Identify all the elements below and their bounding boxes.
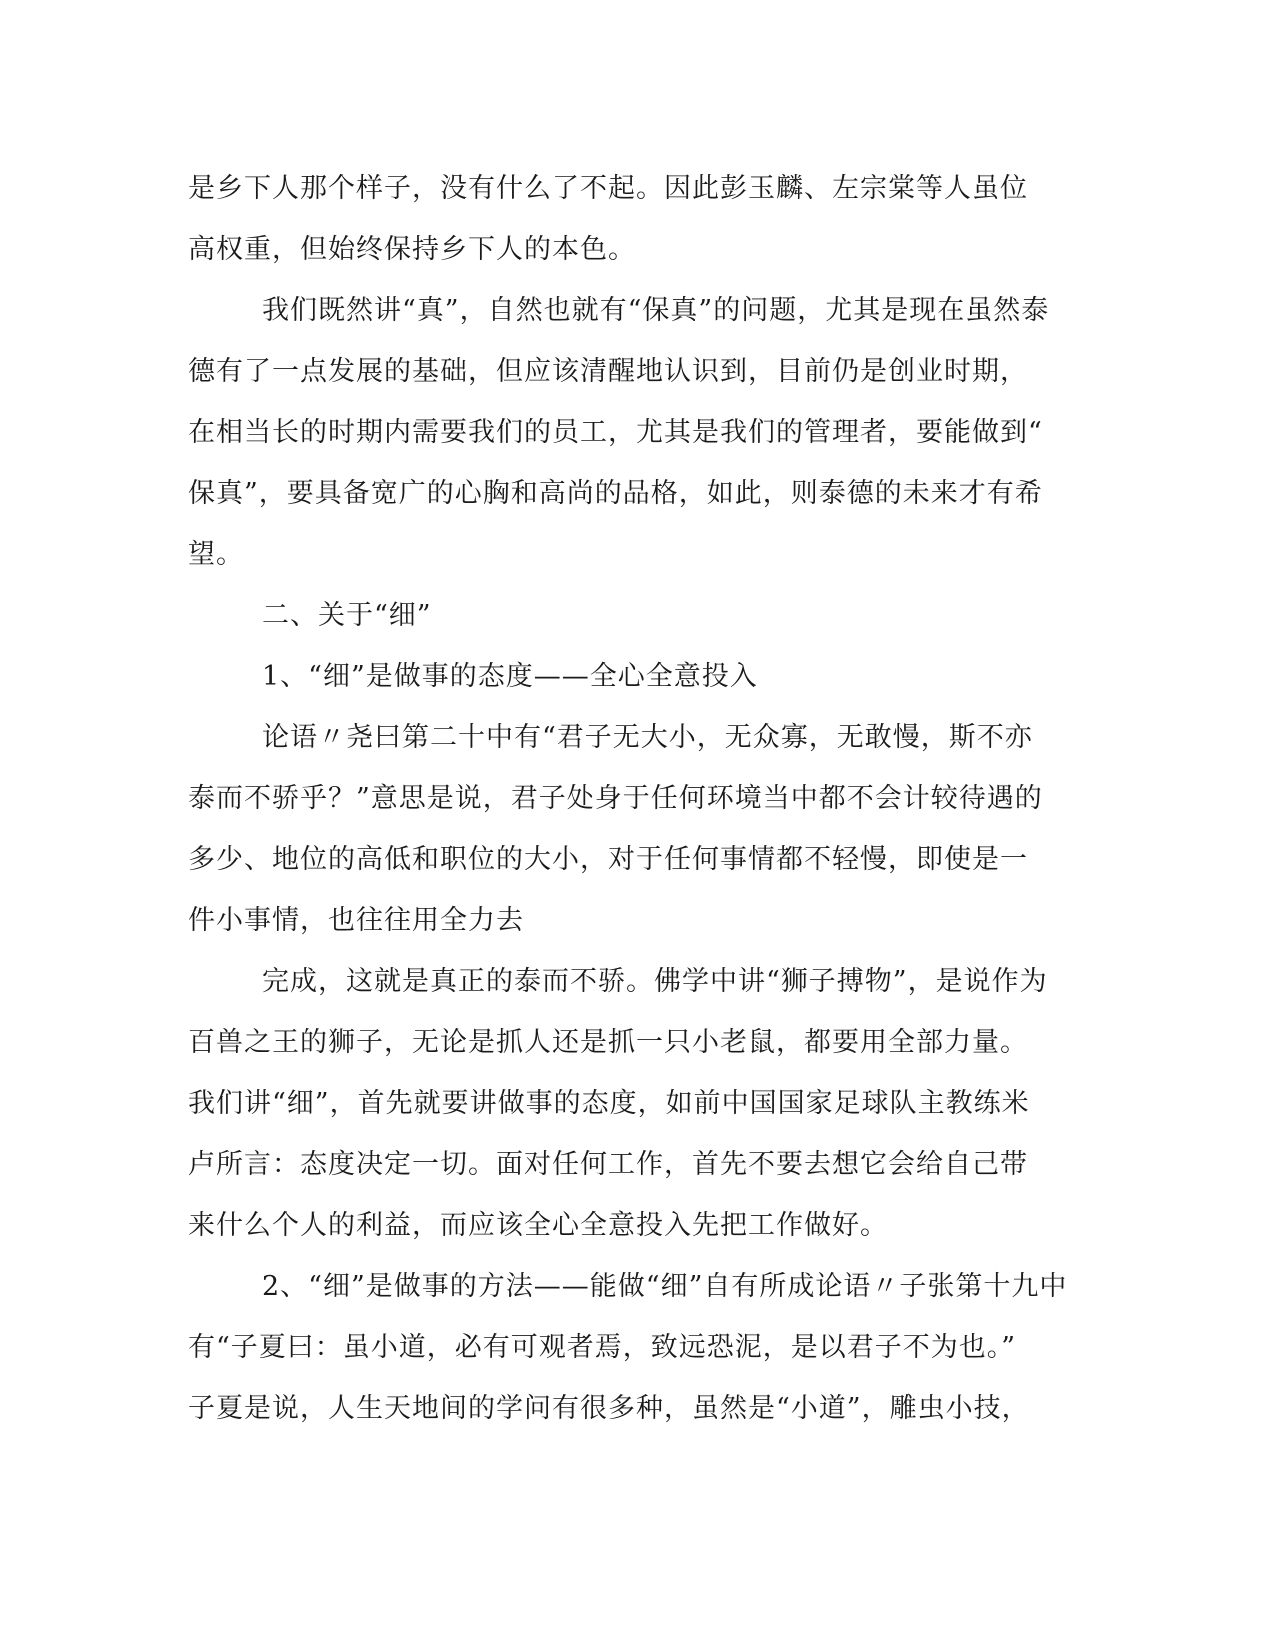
text-line: 泰而不骄乎？”意思是说，君子处身于任何环境当中都不会计较待遇的 <box>188 783 1043 814</box>
text-line: 卢所言：态度决定一切。面对任何工作，首先不要去想它会给自己带 <box>188 1149 1028 1180</box>
text-line: 我们讲“细”，首先就要讲做事的态度，如前中国国家足球队主教练米 <box>188 1088 1030 1119</box>
text-line: 在相当长的时期内需要我们的员工，尤其是我们的管理者，要能做到“ <box>188 417 1043 448</box>
text-line: 有“子夏曰：虽小道，必有可观者焉，致远恐泥，是以君子不为也。” <box>188 1332 1017 1363</box>
text-line: 是乡下人那个样子，没有什么了不起。因此彭玉麟、左宗棠等人虽位 <box>188 173 1028 204</box>
text-line: 子夏是说，人生天地间的学问有很多种，虽然是“小道”，雕虫小技， <box>188 1393 1030 1424</box>
subsection-heading: 2、“细”是做事的方法——能做“细”自有所成论语〃子张第十九中 <box>262 1271 1068 1302</box>
text-line: 德有了一点发展的基础，但应该清醒地认识到，目前仍是创业时期， <box>188 356 1028 387</box>
text-line: 来什么个人的利益，而应该全心全意投入先把工作做好。 <box>188 1210 888 1241</box>
text-line: 多少、地位的高低和职位的大小，对于任何事情都不轻慢，即使是一 <box>188 844 1028 875</box>
text-line: 保真”，要具备宽广的心胸和高尚的品格，如此，则泰德的未来才有希 <box>188 478 1043 509</box>
subsection-heading: 1、“细”是做事的态度——全心全意投入 <box>262 661 758 692</box>
text-line: 我们既然讲“真”，自然也就有“保真”的问题，尤其是现在虽然泰 <box>262 295 1050 326</box>
text-line: 望。 <box>188 539 244 570</box>
section-heading: 二、关于“细” <box>262 600 432 631</box>
text-line: 百兽之王的狮子，无论是抓人还是抓一只小老鼠，都要用全部力量。 <box>188 1027 1028 1058</box>
text-line: 完成，这就是真正的泰而不骄。佛学中讲“狮子搏物”，是说作为 <box>262 966 1048 997</box>
text-line: 论语〃尧曰第二十中有“君子无大小，无众寡，无敢慢，斯不亦 <box>262 722 1033 753</box>
text-line: 高权重，但始终保持乡下人的本色。 <box>188 234 636 265</box>
document-body <box>188 158 1088 1439</box>
text-line: 件小事情，也往往用全力去 <box>188 905 524 936</box>
